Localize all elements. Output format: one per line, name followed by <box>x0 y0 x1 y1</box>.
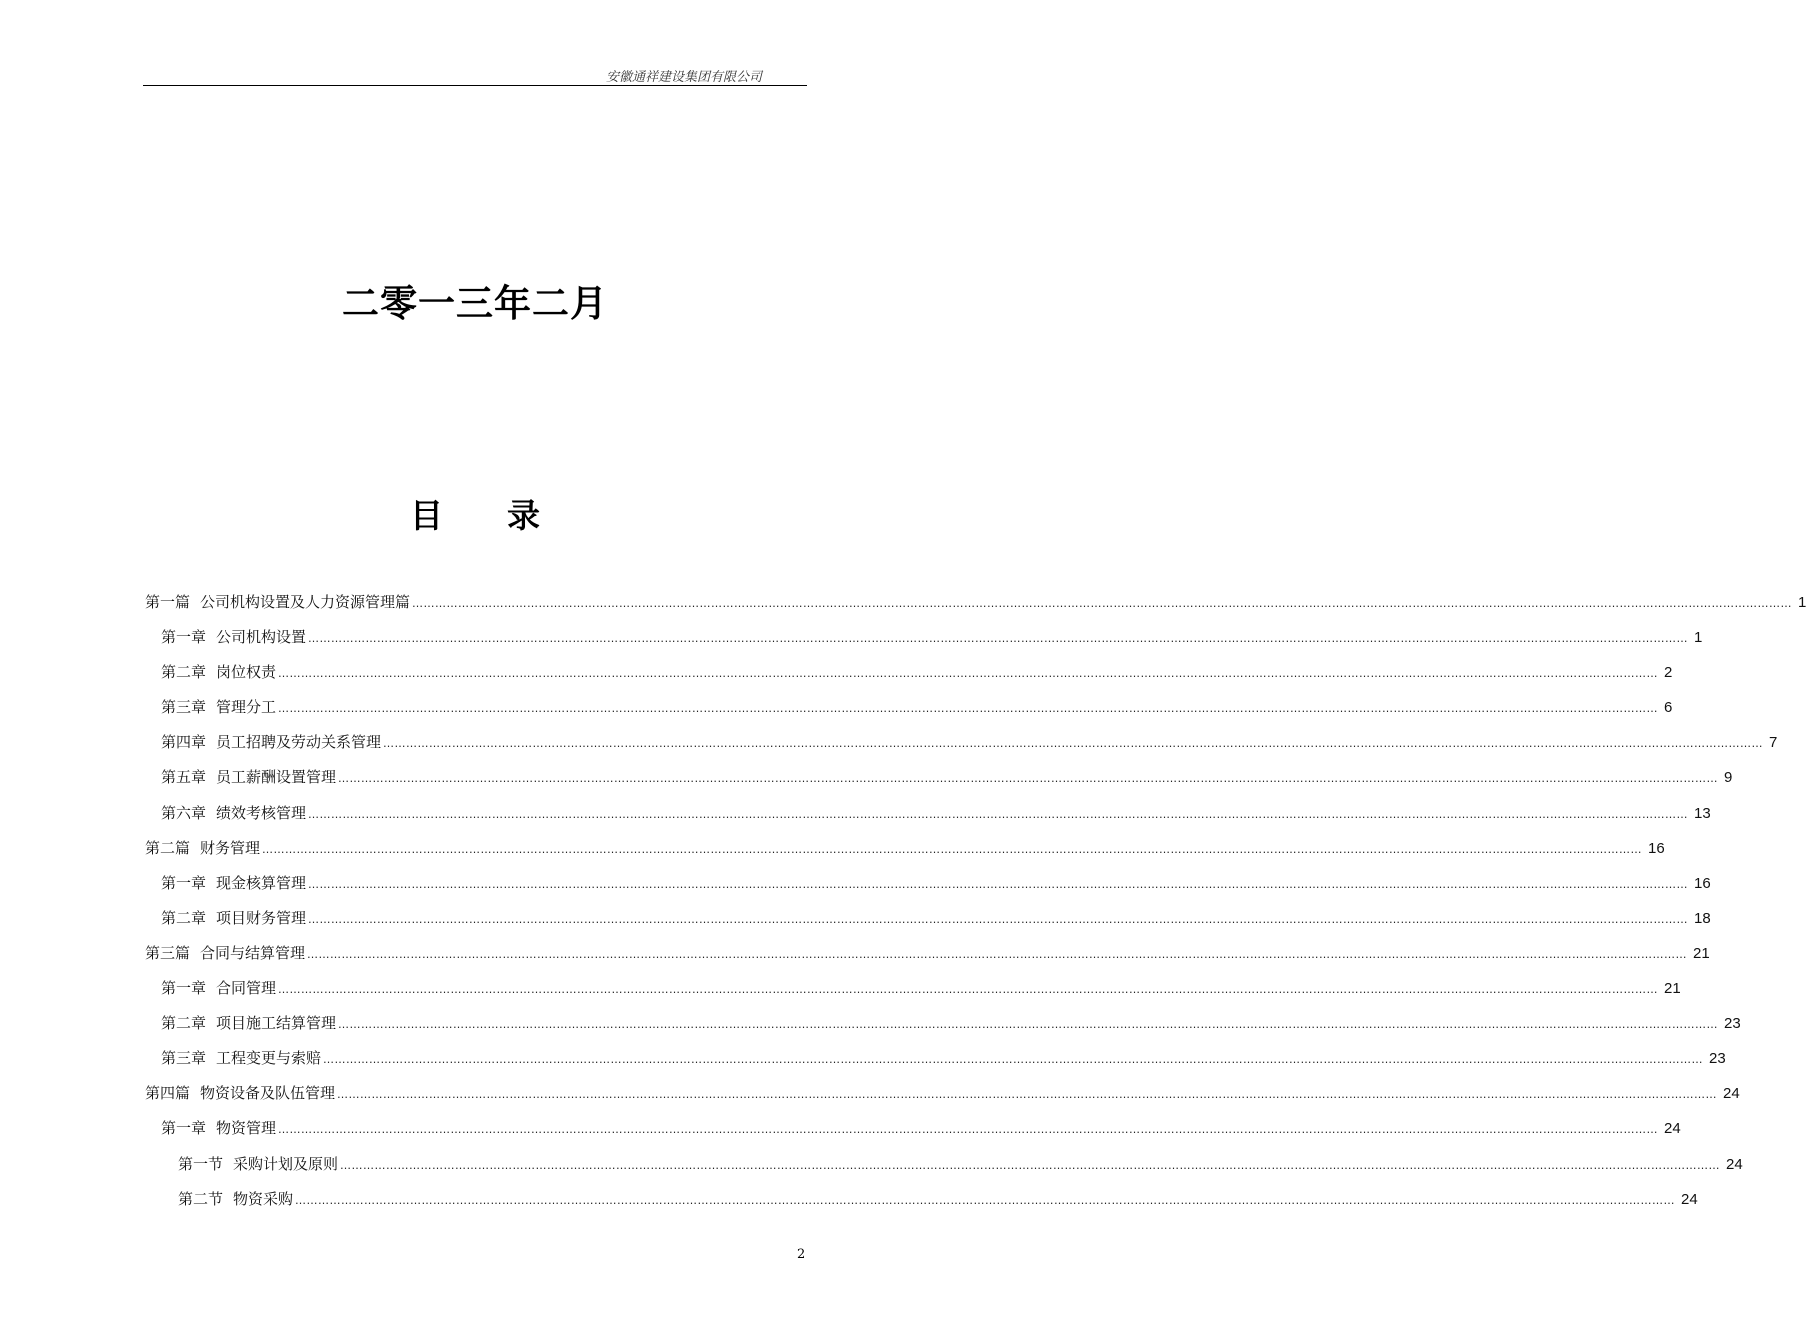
toc-dot-leader: ……………………………………………………………………………………………………………………………………………………………………………………………………………………………………………………………………………………………………………………………… <box>340 1158 1721 1172</box>
toc-entry-title: 公司机构设置及人力资源管理篇 <box>200 593 411 611</box>
toc-entry-title: 工程变更与索赔 <box>216 1049 322 1068</box>
toc-entry-number: 第三章 <box>161 1049 207 1068</box>
toc-entry-label <box>161 655 276 690</box>
toc-heading: 目录 <box>410 496 604 535</box>
toc-entry-number: 第二章 <box>161 663 207 682</box>
toc-entry-number: 第二篇 <box>145 838 191 857</box>
toc-entry-number: 第一篇 <box>145 593 191 611</box>
toc-entry-title: 岗位权责 <box>216 663 277 682</box>
toc-entry[interactable] <box>145 1006 1741 1041</box>
toc-entry-label <box>161 620 306 655</box>
toc-dot-leader: ……………………………………………………………………………………………………………………………………………………………………………………………………………………………………………………………………………………………………………………………… <box>308 807 1689 821</box>
toc-entry-page: 16 <box>1648 839 1665 857</box>
toc-entry-label <box>161 971 276 1006</box>
toc-entry-label <box>145 831 260 866</box>
toc-entry-page: 24 <box>1723 1085 1740 1103</box>
toc-entry-number: 第三篇 <box>145 943 191 962</box>
toc-dot-leader: ……………………………………………………………………………………………………………………………………………………………………………………………………………………………………………………………………………………………………………………………… <box>295 1193 1676 1207</box>
toc-entry-number: 第五章 <box>161 768 207 787</box>
toc-entry-title: 合同管理 <box>216 979 277 998</box>
toc-entry-number: 第二节 <box>178 1189 224 1208</box>
document-date-title: 二零一三年二月 <box>342 282 608 325</box>
toc-entry-page: 23 <box>1709 1050 1726 1068</box>
toc-entry-number: 第六章 <box>161 803 207 822</box>
toc-entry-title: 物资管理 <box>216 1119 277 1138</box>
toc-dot-leader: ……………………………………………………………………………………………………………………………………………………………………………………………………………………………………………………………………………………………………………………………… <box>412 597 1793 610</box>
toc-entry[interactable] <box>145 760 1733 795</box>
toc-entry-page: 23 <box>1724 1015 1741 1033</box>
toc-entry-label <box>178 1182 293 1217</box>
toc-entry-title: 项目施工结算管理 <box>216 1014 337 1033</box>
toc-entry-number: 第二章 <box>161 908 207 927</box>
toc-entry[interactable] <box>145 585 1806 620</box>
toc-entry-title: 采购计划及原则 <box>233 1154 339 1173</box>
toc-entry-title: 合同与结算管理 <box>200 943 306 962</box>
toc-entry-page: 24 <box>1664 1120 1681 1138</box>
toc-entry-title: 现金核算管理 <box>216 873 307 892</box>
toc-entry[interactable] <box>145 796 1711 831</box>
toc-entry-label <box>161 1041 321 1076</box>
toc-entry-page: 21 <box>1693 944 1710 962</box>
toc-entry-page: 1 <box>1694 629 1703 647</box>
toc-entry-label <box>161 796 306 831</box>
toc-dot-leader: ……………………………………………………………………………………………………………………………………………………………………………………………………………………………………………………………………………………………………………………………… <box>278 702 1659 716</box>
toc-dot-leader: ……………………………………………………………………………………………………………………………………………………………………………………………………………………………………………………………………………………………………………………………… <box>308 877 1689 891</box>
toc-entry-number: 第一章 <box>161 873 207 892</box>
toc-entry-page: 7 <box>1769 734 1778 752</box>
toc-entry-label <box>161 725 381 760</box>
toc-entry[interactable] <box>145 1041 1726 1076</box>
toc-entry-label <box>145 585 410 620</box>
toc-entry[interactable] <box>145 866 1711 901</box>
toc-entry-page: 24 <box>1726 1155 1743 1173</box>
toc-entry-label <box>145 936 305 971</box>
toc-entry[interactable] <box>145 1076 1740 1111</box>
toc-entry[interactable] <box>145 936 1710 971</box>
toc-entry-page: 2 <box>1664 664 1673 682</box>
toc-entry-label <box>161 1111 276 1146</box>
toc-dot-leader: ……………………………………………………………………………………………………………………………………………………………………………………………………………………………………………………………………………………………………………………………… <box>338 1018 1719 1032</box>
toc-entry-number: 第四章 <box>161 733 207 752</box>
toc-dot-leader: ……………………………………………………………………………………………………………………………………………………………………………………………………………………………………………………………………………………………………………………………… <box>308 632 1689 646</box>
toc-entry[interactable] <box>145 1147 1743 1182</box>
toc-entry-page: 16 <box>1694 874 1711 892</box>
toc-entry-number: 第二章 <box>161 1014 207 1033</box>
toc-entry-page: 1 <box>1798 594 1806 611</box>
toc-entry-title: 项目财务管理 <box>216 908 307 927</box>
toc-entry-page: 21 <box>1664 980 1681 998</box>
toc-entry-label <box>178 1147 338 1182</box>
toc-dot-leader: ……………………………………………………………………………………………………………………………………………………………………………………………………………………………………………………………………………………………………………………………… <box>338 772 1719 786</box>
header-company-name: 安徽通祥建设集团有限公司 <box>605 70 762 85</box>
toc-entry-label <box>161 866 306 901</box>
toc-dot-leader: ……………………………………………………………………………………………………………………………………………………………………………………………………………………………………………………………………………………………………………………………… <box>308 912 1689 926</box>
toc-entry[interactable] <box>145 655 1673 690</box>
toc-entry-title: 物资采购 <box>233 1189 294 1208</box>
toc-entry[interactable] <box>145 901 1711 936</box>
toc-entry-title: 财务管理 <box>200 838 261 857</box>
toc-entry[interactable] <box>145 1111 1681 1146</box>
toc-entry-label <box>161 760 336 795</box>
toc-entry-label <box>161 901 306 936</box>
toc-entry-page: 6 <box>1664 699 1673 717</box>
toc-dot-leader: ……………………………………………………………………………………………………………………………………………………………………………………………………………………………………………………………………………………………………………………………… <box>323 1053 1704 1067</box>
toc-dot-leader: ……………………………………………………………………………………………………………………………………………………………………………………………………………………………………………………………………………………………………………………………… <box>262 842 1643 856</box>
toc-entry-title: 绩效考核管理 <box>216 803 307 822</box>
toc-entry-label <box>145 1076 335 1111</box>
toc-entry[interactable] <box>145 831 1665 866</box>
toc-entry-number: 第一章 <box>161 979 207 998</box>
toc-entry[interactable] <box>145 725 1778 760</box>
toc-dot-leader: ……………………………………………………………………………………………………………………………………………………………………………………………………………………………………………………………………………………………………………………………… <box>278 983 1659 997</box>
toc-entry-label <box>161 690 276 725</box>
toc-dot-leader: ……………………………………………………………………………………………………………………………………………………………………………………………………………………………………………………………………………………………………………………………… <box>383 737 1764 751</box>
toc-entry-label <box>161 1006 336 1041</box>
toc-entry-page: 9 <box>1724 769 1733 787</box>
page-number: 2 <box>797 1247 806 1262</box>
toc-entry-page: 24 <box>1681 1190 1698 1208</box>
toc-entry-title: 公司机构设置 <box>216 628 307 647</box>
toc-entry-title: 员工招聘及劳动关系管理 <box>216 733 382 752</box>
toc-entry[interactable] <box>145 1182 1698 1217</box>
toc-entry-title: 员工薪酬设置管理 <box>216 768 337 787</box>
toc-entry-number: 第四篇 <box>145 1084 191 1103</box>
toc-entry-title: 管理分工 <box>216 698 277 717</box>
toc-entry-title: 物资设备及队伍管理 <box>200 1084 336 1103</box>
toc-dot-leader: ……………………………………………………………………………………………………………………………………………………………………………………………………………………………………………………………………………………………………………………………… <box>337 1088 1718 1102</box>
toc-entry-page: 13 <box>1694 804 1711 822</box>
toc-entry[interactable] <box>145 690 1673 725</box>
toc-entry-number: 第三章 <box>161 698 207 717</box>
toc-entry[interactable] <box>145 971 1681 1006</box>
toc-entry-number: 第一节 <box>178 1154 224 1173</box>
toc-entry-number: 第一章 <box>161 628 207 647</box>
toc-dot-leader: ……………………………………………………………………………………………………………………………………………………………………………………………………………………………………………………………………………………………………………………………… <box>278 667 1659 681</box>
toc-dot-leader: ……………………………………………………………………………………………………………………………………………………………………………………………………………………………………………………………………………………………………………………………… <box>307 947 1688 961</box>
table-of-contents <box>145 585 1806 1217</box>
toc-entry-page: 18 <box>1694 909 1711 927</box>
toc-entry-number: 第一章 <box>161 1119 207 1138</box>
toc-entry[interactable] <box>145 620 1703 655</box>
toc-dot-leader: ……………………………………………………………………………………………………………………………………………………………………………………………………………………………………………………………………………………………………………………………… <box>278 1123 1659 1137</box>
header-divider <box>143 85 807 86</box>
